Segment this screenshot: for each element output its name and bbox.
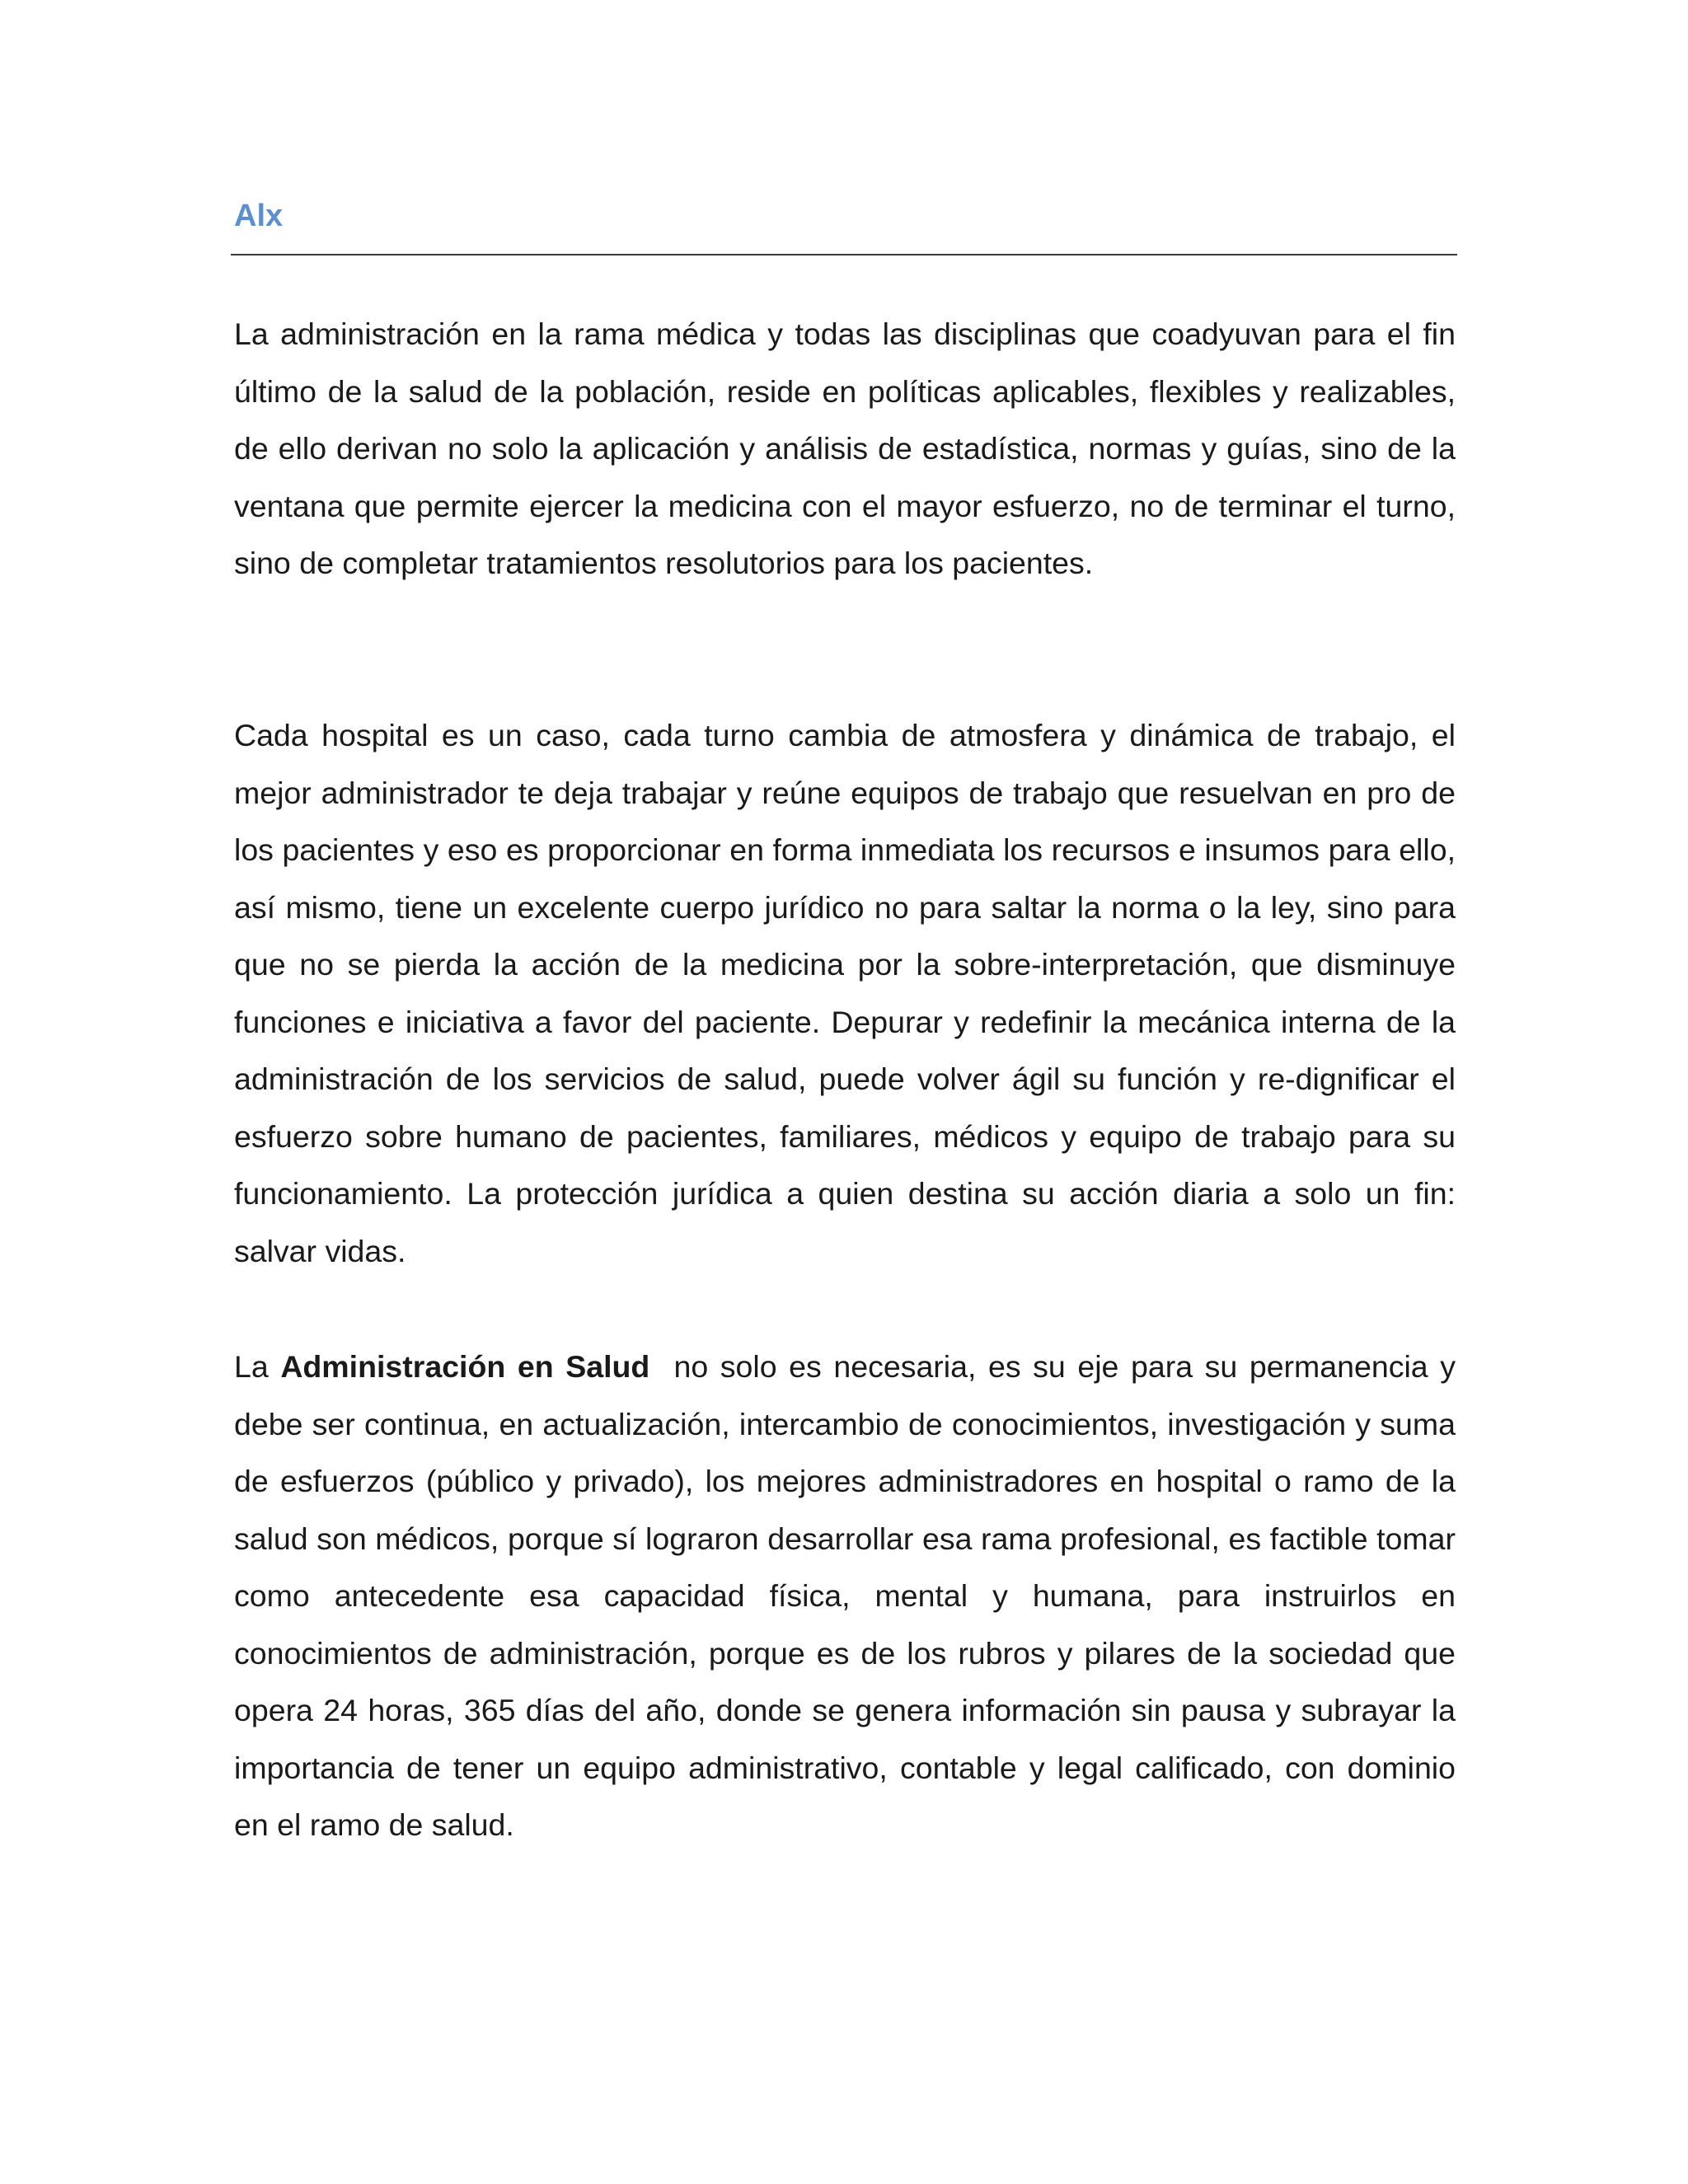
document-heading: Alx [234,199,284,233]
heading-divider [231,254,1457,255]
paragraph-3 [234,1338,1465,1854]
paragraph-1: La administración en la rama médica y todas las disciplinas que coadyuvan para el fin último de la salud de la población, reside en políticas aplicables, flexibles y realizables, de ello derivan no solo la aplicación y análisis de estadística, normas y guías, sino de la ventana que permite ejercer la medicina con el mayor esfuerzo, no de terminar el turno, sino de completar tratamientos resolutorios para los pacientes. [234,316,1456,580]
paragraph-3-bold-term: Administración en Salud [280,1349,650,1384]
paragraph-2: Cada hospital es un caso, cada turno cambia de atmosfera y dinámica de trabajo, el mejor administrador te deja trabajar y reúne equipos de trabajo que resuelvan en pro de los pacientes y eso es proporcionar en forma inmediata los recursos e insumos para ello, así mismo, tiene un excelente cuerpo jurídico no para saltar la norma o la ley, sino para que no se pierda la acción de la medicina por la sobre-interpretación, que disminuye funciones e iniciativa a favor del paciente. Depurar y redefinir la mecánica interna de la administración de los servicios de salud, puede volver ágil su función y re-dignificar el esfuerzo sobre humano de pacientes, familiares, médicos y equipo de trabajo para su funcionamiento. La protección jurídica a quien destina su acción diaria a solo un fin: salvar vidas. [234,718,1456,1268]
paragraph-3-lead: La [234,1349,281,1384]
paragraph-3-rest: no solo es necesaria, es su eje para su permanencia y debe ser continua, en actualización, intercambio de conocimientos, investigación y suma de esfuerzos (público y privado), los mejores administradores en hospital o ramo de la salud son médicos, porque sí lograron desarrollar esa rama profesional, es factible tomar como antecedente esa capacidad física, mental y humana, para instruirlos en conocimientos de administración, porque es de los rubros y pilares de la sociedad que opera 24 horas, 365 días del año, donde se genera información sin pausa y subrayar la importancia de tener un equipo administrativo, contable y legal calificado, con dominio en el ramo de salud. [234,1349,1465,1842]
